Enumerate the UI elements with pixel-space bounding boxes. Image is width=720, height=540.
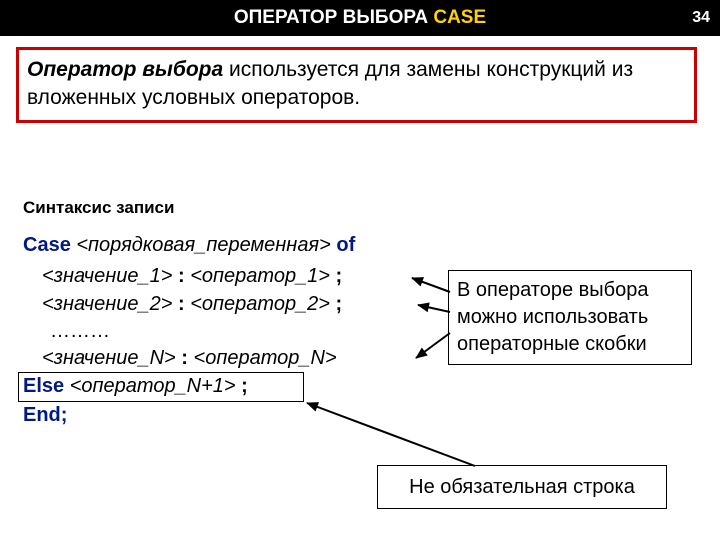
operator-2: <оператор_2> xyxy=(190,293,330,315)
note-box: В операторе выбора можно использовать операторные скобки xyxy=(448,270,692,365)
arrow-to-operator-2 xyxy=(418,305,450,312)
arrow-to-else-line xyxy=(307,403,475,466)
value-1-separator: : xyxy=(172,265,191,287)
else-operator: <оператор_N+1> xyxy=(69,375,236,397)
case-keyword: Case xyxy=(23,234,77,256)
else-keyword: Else xyxy=(23,375,70,397)
definition-term: Оператор выбора xyxy=(27,58,224,81)
arrow-to-operator-1 xyxy=(412,278,450,292)
code-line-dots: ……… xyxy=(50,320,110,342)
operator-n: <оператор_N> xyxy=(193,347,337,369)
optional-line-note: Не обязательная строка xyxy=(377,465,667,509)
title-accent: CASE xyxy=(433,7,487,28)
value-n-separator: : xyxy=(175,347,194,369)
definition-text: используется для замены конструкций из вложенных условных операторов. xyxy=(27,58,634,109)
value-2: <значение_2> xyxy=(42,293,173,315)
arrow-to-operator-n xyxy=(416,333,450,358)
value-n: <значение_N> xyxy=(42,347,176,369)
end-keyword: End; xyxy=(23,404,68,426)
of-keyword: of xyxy=(330,234,356,256)
page-number: 34 xyxy=(692,9,710,26)
operator-1: <оператор_1> xyxy=(190,265,330,287)
value-1-end: ; xyxy=(330,265,343,287)
value-2-separator: : xyxy=(172,293,191,315)
title-main: ОПЕРАТОР ВЫБОРА xyxy=(233,7,434,28)
syntax-heading: Синтаксис записи xyxy=(23,198,175,217)
value-2-end: ; xyxy=(330,293,343,315)
else-end: ; xyxy=(235,375,248,397)
case-variable: <порядковая_переменная> xyxy=(76,234,331,256)
value-1: <значение_1> xyxy=(42,265,173,287)
